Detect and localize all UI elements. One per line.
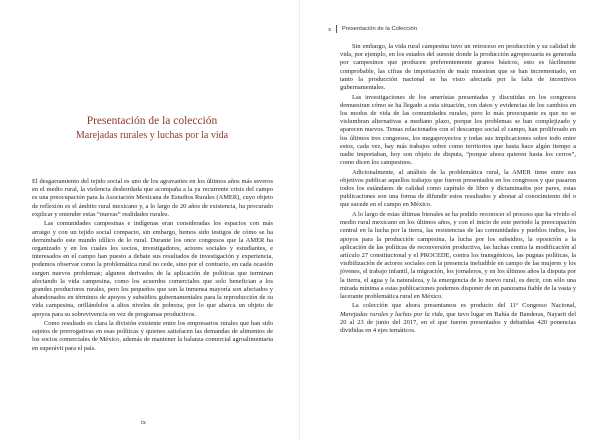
right-body-text	[340, 43, 576, 337]
paragraph: A lo largo de estas últimas bienales se ha podido reconocer el proceso que ha vivido el medio rural mexicano en los últimos años, y con el inicio de este periodo la preocupación central en la lucha por la tierra, las resistencias de las comunidades y pueblos indios, los apoyos para la producción campesina, la lucha por los subsidios, la oposición a la aplicación de las políticas de reconversión productiva, las luchas contra la modificación al artículo 27 constitucional y el PROCEDE, contra los transgénicos, las pugnas políticas, la visibilización de actores sociales con la presencia ineludible en campo de las mujeres y los jóvenes, el trabajo infantil, la migración, los jornaleros, y en los últimos años la disputa por la tierra, el agua y la naturaleza, y la emergencia de lo nuevo rural, es decir, con sólo una mirada mínima a estas publicaciones podemos disponer de un panorama fiable de la vasta y lacerante problemática rural en México.	[340, 210, 576, 300]
running-head	[328, 25, 417, 33]
paragraph: Como resultado es clara la división existente entre los empresarios rurales que han sido sujetos de prerrogativas en esas políticas y quienes satisfacen las demandas de alimentos de los socios comerciales de México, además de mantener la balanza comercial agroalimentaria en superávit para el país.	[32, 320, 273, 352]
chapter-title-block	[36, 114, 268, 142]
paragraph: El desgarramiento del tejido social es uno de los agravantes en los últimos años más severos en el medio rural, la violencia desbordada que acompaña a la ya recurrente crisis del campo es una preocupación para la Asociación Mexicana de Estudios Rurales (AMER), cuyo objeto de reflexión es el ámbito rural mexicano y, a lo largo de 20 años de existencia, ha procurado explicar y entender estas “nuevas” realidades rurales.	[32, 178, 273, 218]
paragraph: Sin embargo, la vida rural campesina tuvo un retroceso en producción y su calidad de vida, por ejemplo, en los estados del sureste donde la producción agropecuaria es generada por campesinos que producen preferentemente granos básicos, esto es fácilmente comprobable, las cifras de importación de maíz muestran que se han incrementado, en tanto la producción nacional se ha visto afectada por la falta de incentivos gubernamentales.	[340, 43, 576, 92]
collection-title-italic: Marejadas rurales y luchas por la vida	[340, 310, 443, 318]
paragraph: La colección que ahora presentamos es producto del 11º Congreso Nacional, Marejadas rurales y luchas por la vida, que tuvo lugar en Bahía de Banderas, Nayarit del 20 al 23 de junio del 2017, en el que fueron presentados y debatidas 420 ponencias divididas en 4 ejes temáticos.	[340, 302, 576, 335]
chapter-subtitle: Marejadas rurales y luchas por la vida	[75, 130, 229, 141]
page-number: x	[328, 25, 332, 33]
page-number: ix	[141, 419, 146, 426]
chapter-title: Presentación de la colección	[86, 115, 218, 127]
running-head-label: Presentación de la Colección	[341, 26, 417, 32]
paragraph: Las comunidades campesinas e indígenas eran consideradas los espacios con más arraigo y con un tejido social compacto, sin embargo, hemos sido testigos de cómo se ha derrumbado este mundo idílico de lo rural. Durante los once congresos que la AMER ha organizado y en los cuales los socios, investigadores, actores sociales y estudiantes, e interesados en el campo han puesto a debate sus resultados de investigación y experiencia, podemos observar como la problemática rural no cede, sino por el contrario, en cada ocasión surgen nuevos problemas; algunos derivados de la aplicación de políticas que terminan afectando la vida campesina, como los acuerdos comerciales que solo benefician a los grandes productores rurales, pero los pequeños que son la inmensa mayoría son afectados y abandonados en términos de apoyos y subsidios gubernamentales para la reproducción de su vida campesina, orillándolos a altos niveles de pobreza, por lo que abarca un objeto de apoyos para su sobrevivencia en vez de programas productivos.	[32, 220, 273, 318]
left-body-text	[32, 178, 273, 354]
paragraph: Adicionalmente, al análisis de la problemática rural, la AMER tiene entre sus objetivos publicar aquellos trabajos que fueron presentados en los congresos y que pasaron todos los estándares de calidad como capítulo de libro y dictaminados por pares, estas publicaciones son una forma de difundir estos resultados y abonar al conocimiento del o que sucede en el campo en México.	[340, 168, 576, 209]
right-page	[300, 0, 600, 440]
paragraph: Las investigaciones de los amerístas presentadas y discutidas en los congresos demuestran cómo se ha llegado a esta situación, con datos y evidencias de los cambios en los modos de vida de las comunidades rurales, pero lo más preocupante es que no se vislumbran alternativas a mediano plazo, porque los problemas se han complejizado y aparecen nuevos. Temas relacionados con el descampo social el campo, han proliferado en los últimos tres congresos, los megaproyectos y todas sus implicaciones sobre todo entre estos, cada vez, hay más trabajos sobre como territorios que hasta hace algún tiempo a nadie importaban, hoy son objeto de disputa, “porque ahora quieren hasta los cerros”, como dicen los campesinos.	[340, 93, 576, 167]
header-rule	[336, 25, 337, 33]
